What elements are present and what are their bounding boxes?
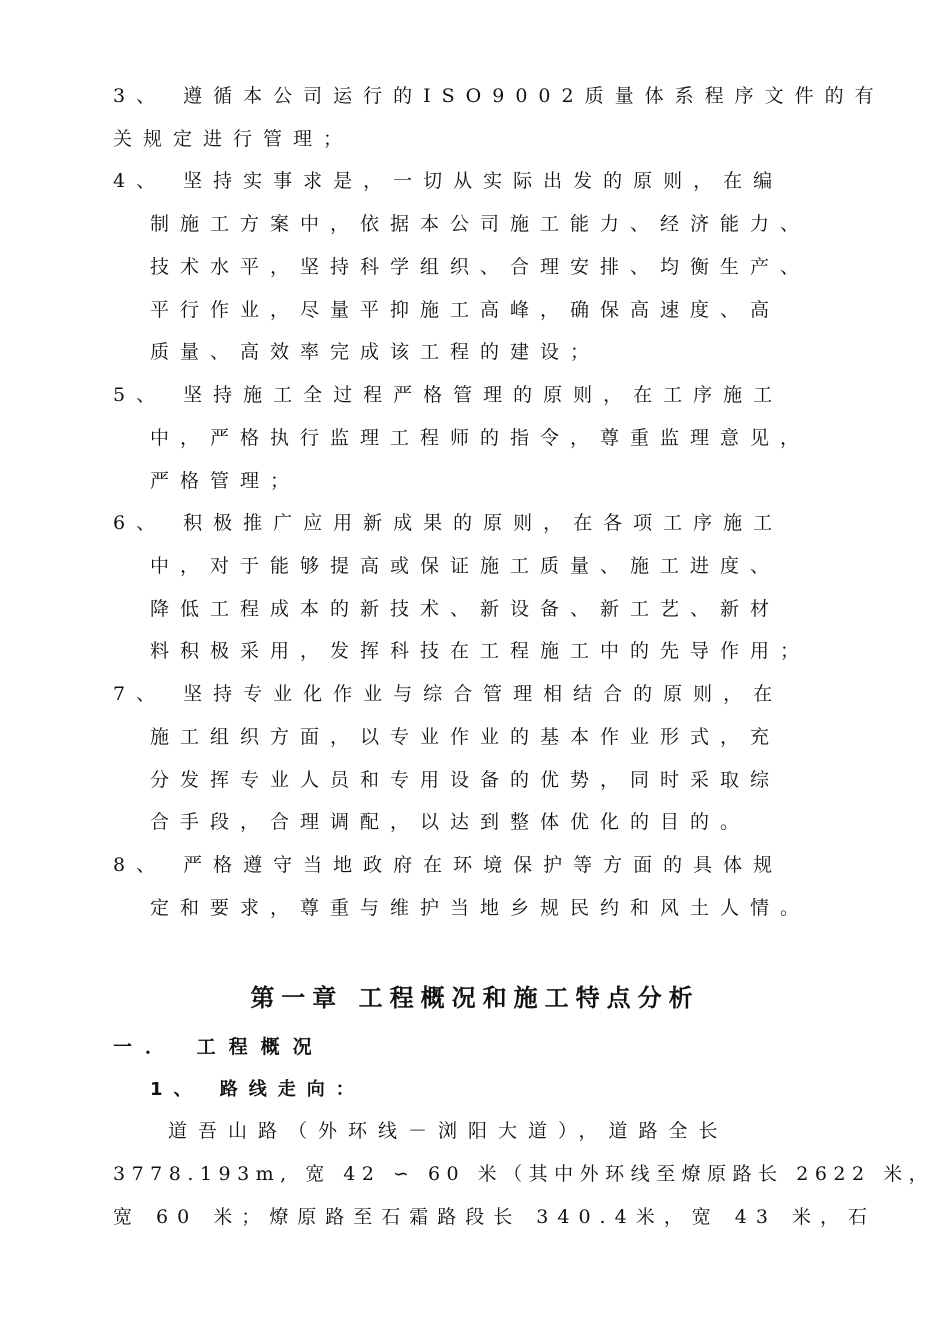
item-5-line-2: 中，严格执行监理工程师的指令，尊重监理意见， [150, 427, 811, 449]
item-6-line-4: 料积极采用，发挥科技在工程施工中的先导作用； [150, 640, 811, 662]
body-line-1: 道吾山路（外环线－浏阳大道），道路全长 [168, 1120, 729, 1142]
item-5-line-3: 严格管理； [150, 470, 301, 492]
item-8-line-2: 定和要求，尊重与维护当地乡规民约和风土人情。 [150, 897, 811, 919]
item-4-line-4: 平行作业，尽量平抑施工高峰，确保高速度、高 [150, 299, 781, 321]
item-7-line-4: 合手段，合理调配，以达到整体优化的目的。 [150, 811, 751, 833]
chapter-title: 第一章 工程概况和施工特点分析 [250, 984, 700, 1012]
item-3-line-1: 3、 遵循本公司运行的ISO9002质量体系程序文件的有 [113, 85, 885, 107]
subsection-title: 1、 路线走向： [150, 1079, 365, 1100]
section-title: 一． 工程概况 [113, 1036, 325, 1058]
item-5-line-1: 5、 坚持施工全过程严格管理的原则，在工序施工 [113, 384, 784, 406]
item-6-line-2: 中，对于能够提高或保证施工质量、施工进度、 [150, 555, 781, 577]
body-line-2: 3778.193m, 宽 42 ∽ 60 米（其中外环线至燎原路长 2622 米， [113, 1163, 935, 1185]
item-4-line-3: 技术水平，坚持科学组织、合理安排、均衡生产、 [150, 256, 811, 278]
item-8-line-1: 8、 严格遵守当地政府在环境保护等方面的具体规 [113, 854, 784, 876]
item-7-line-1: 7、 坚持专业化作业与综合管理相结合的原则，在 [113, 683, 784, 705]
item-7-line-2: 施工组织方面，以专业作业的基本作业形式，充 [150, 726, 781, 748]
item-4-line-5: 质量、高效率完成该工程的建设； [150, 341, 601, 363]
item-3-line-2: 关规定进行管理； [113, 128, 354, 150]
item-6-line-1: 6、 积极推广应用新成果的原则，在各项工序施工 [113, 512, 784, 534]
item-4-line-1: 4、 坚持实事求是，一切从实际出发的原则，在编 [113, 170, 784, 192]
item-6-line-3: 降低工程成本的新技术、新设备、新工艺、新材 [150, 598, 781, 620]
body-line-3: 宽 60 米；燎原路至石霜路段长 340.4米，宽 43 米，石 [113, 1206, 876, 1228]
item-7-line-3: 分发挥专业人员和专用设备的优势，同时采取综 [150, 769, 781, 791]
item-4-line-2: 制施工方案中，依据本公司施工能力、经济能力、 [150, 213, 811, 235]
